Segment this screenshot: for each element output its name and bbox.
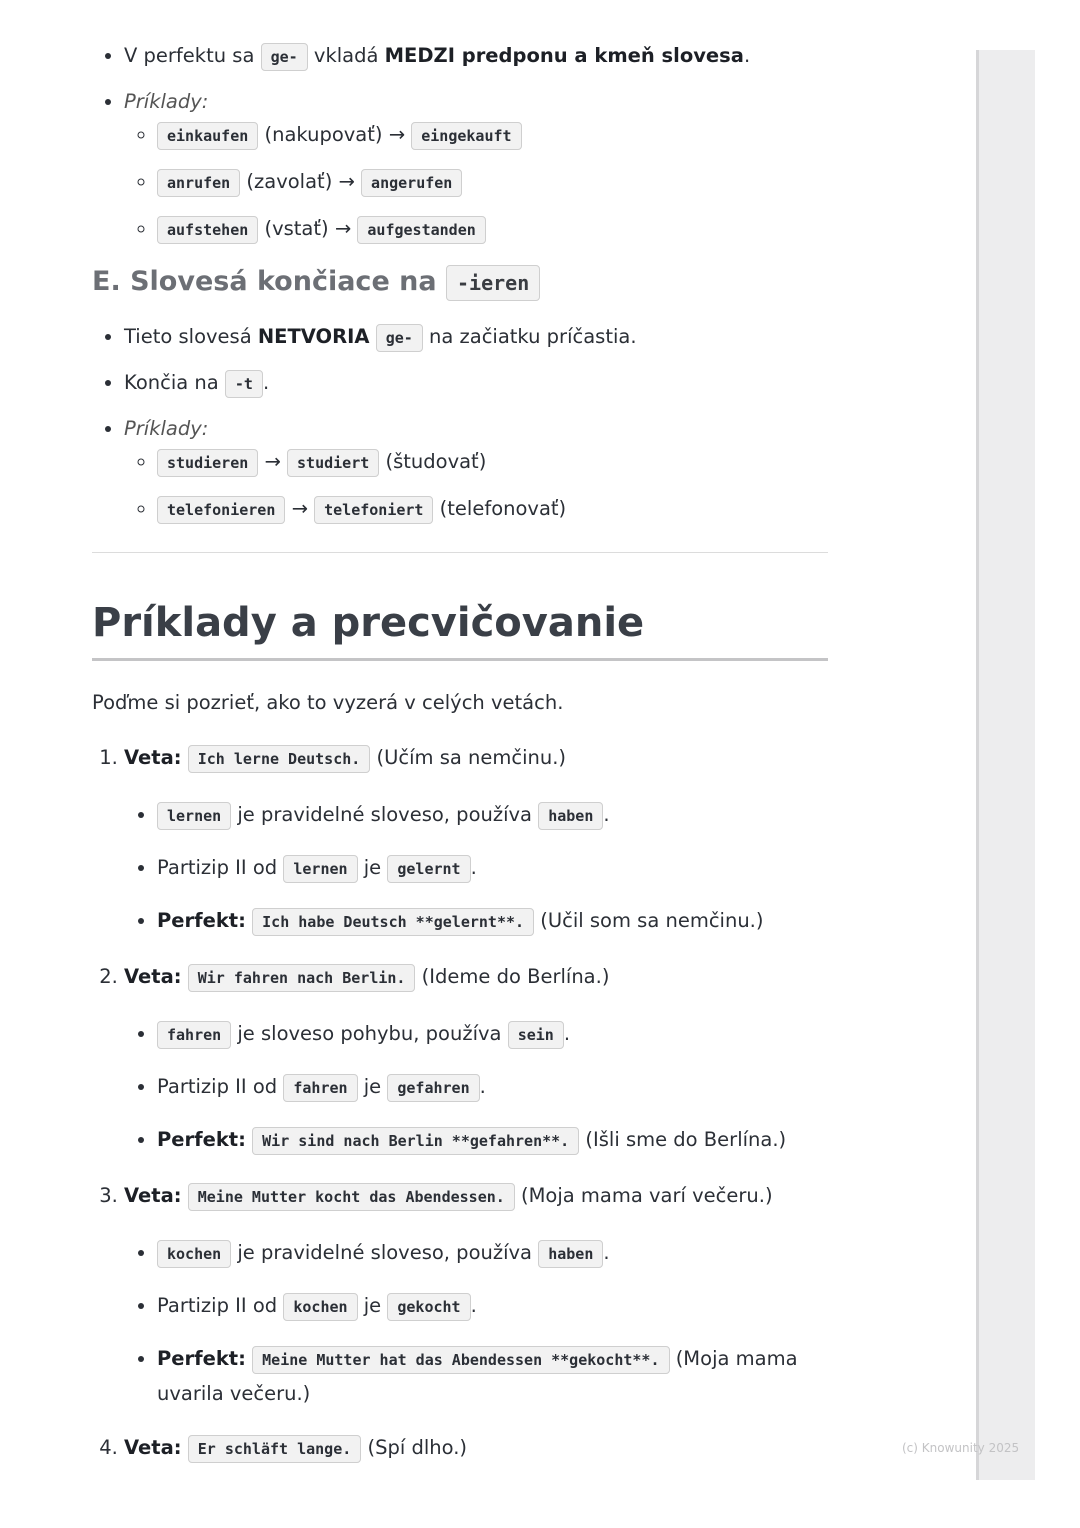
examples-item bbox=[124, 88, 828, 244]
text: . bbox=[470, 1294, 477, 1317]
participle-code: aufgestanden bbox=[357, 216, 485, 244]
veta-label: Veta: bbox=[124, 1184, 182, 1207]
text: Partizip II od bbox=[157, 856, 278, 879]
translation: (študovať) bbox=[385, 450, 487, 473]
perfekt-code: Wir sind nach Berlin **gefahren**. bbox=[252, 1127, 579, 1155]
intro-text: Poďme si pozrieť, ako to vyzerá v celých vetách. bbox=[92, 691, 564, 714]
examples-label: Príklady: bbox=[124, 90, 209, 113]
section-d-list bbox=[92, 42, 828, 244]
sentence-details bbox=[124, 1017, 828, 1158]
text: na začiatku príčastia. bbox=[429, 325, 637, 348]
participle-code: angerufen bbox=[361, 169, 462, 197]
sentence-item bbox=[124, 1434, 828, 1463]
bold-text: NETVORIA bbox=[257, 325, 370, 348]
example-item bbox=[157, 495, 828, 524]
translation: (Učil som sa nemčinu.) bbox=[540, 909, 764, 932]
partizip-line bbox=[157, 1289, 828, 1324]
code-ge: ge- bbox=[261, 43, 308, 71]
text: Partizip II od bbox=[157, 1294, 278, 1317]
perfekt-line bbox=[157, 1123, 828, 1158]
aux-code: haben bbox=[538, 1240, 603, 1268]
verb-type bbox=[157, 1236, 828, 1271]
veta-label: Veta: bbox=[124, 1436, 182, 1459]
code-t: -t bbox=[225, 370, 263, 398]
aux-code: sein bbox=[508, 1021, 564, 1049]
code-ieren: -ieren bbox=[446, 265, 540, 301]
translation: (Učím sa nemčinu.) bbox=[376, 746, 567, 769]
perfekt-label: Perfekt: bbox=[157, 909, 246, 932]
sentence-code: Meine Mutter kocht das Abendessen. bbox=[188, 1183, 515, 1211]
infinitive-code: telefonieren bbox=[157, 496, 285, 524]
participle-code: gefahren bbox=[387, 1074, 479, 1102]
veta-label: Veta: bbox=[124, 746, 182, 769]
translation: (Moja mama uvarila večeru.) bbox=[157, 1347, 798, 1405]
copyright-footer: (c) Knowunity 2025 bbox=[902, 1441, 1020, 1455]
sentence-item bbox=[124, 1182, 828, 1410]
verb-code: kochen bbox=[157, 1240, 231, 1268]
text: Tieto slovesá bbox=[124, 325, 252, 348]
infinitive-code: einkaufen bbox=[157, 122, 258, 150]
text: . bbox=[603, 803, 610, 826]
text: . bbox=[603, 1241, 610, 1264]
translation: (vstať) → bbox=[264, 217, 352, 240]
rule-text: V perfektu sa bbox=[124, 44, 255, 67]
text: . bbox=[470, 856, 477, 879]
divider bbox=[92, 552, 828, 553]
section-e-heading bbox=[92, 264, 828, 301]
code-ge: ge- bbox=[376, 324, 423, 352]
sentence-item bbox=[124, 744, 828, 939]
arrow: → bbox=[264, 450, 281, 473]
participle-code: studiert bbox=[287, 449, 379, 477]
verb-type-text: je pravidelné sloveso, používa bbox=[237, 1241, 532, 1264]
perfekt-line bbox=[157, 1342, 828, 1410]
sentence-details bbox=[124, 1236, 828, 1410]
verb-type-text: je pravidelné sloveso, používa bbox=[237, 803, 532, 826]
section-e-title: E. Slovesá končiace na bbox=[92, 266, 437, 297]
verb-code: lernen bbox=[283, 855, 357, 883]
examples-label: Príklady: bbox=[124, 417, 209, 440]
rule-bold: MEDZI predponu a kmeň slovesa bbox=[384, 44, 744, 67]
translation: (telefonovať) bbox=[439, 497, 567, 520]
veta-label: Veta: bbox=[124, 965, 182, 988]
aux-code: haben bbox=[538, 802, 603, 830]
example-item bbox=[157, 448, 828, 477]
participle-code: telefoniert bbox=[314, 496, 433, 524]
sentence-code: Er schläft lange. bbox=[188, 1435, 362, 1463]
text: je bbox=[363, 856, 382, 879]
verb-code: fahren bbox=[157, 1021, 231, 1049]
sentences-list bbox=[92, 744, 828, 1463]
text: . bbox=[262, 371, 270, 394]
perfekt-code: Meine Mutter hat das Abendessen **gekocht**. bbox=[252, 1346, 669, 1374]
perfekt-code: Ich habe Deutsch **gelernt**. bbox=[252, 908, 534, 936]
translation: (zavolať) → bbox=[246, 170, 355, 193]
translation: (Išli sme do Berlína.) bbox=[585, 1128, 787, 1151]
verb-type-text: je sloveso pohybu, používa bbox=[237, 1022, 502, 1045]
participle-code: eingekauft bbox=[411, 122, 521, 150]
verb-type bbox=[157, 1017, 828, 1052]
partizip-line bbox=[157, 851, 828, 886]
translation: (Moja mama varí večeru.) bbox=[520, 1184, 773, 1207]
sentence-code: Ich lerne Deutsch. bbox=[188, 745, 371, 773]
participle-code: gekocht bbox=[387, 1293, 470, 1321]
text: je bbox=[363, 1294, 382, 1317]
sentence-details bbox=[124, 798, 828, 939]
infinitive-code: aufstehen bbox=[157, 216, 258, 244]
perfekt-label: Perfekt: bbox=[157, 1347, 246, 1370]
partizip-line bbox=[157, 1070, 828, 1105]
rule-end: . bbox=[743, 44, 751, 67]
translation: (Ideme do Berlína.) bbox=[421, 965, 610, 988]
document-content bbox=[92, 42, 828, 1487]
verb-code: fahren bbox=[283, 1074, 357, 1102]
participle-code: gelernt bbox=[387, 855, 470, 883]
rule-item bbox=[124, 42, 828, 71]
section-title: Príklady a precvičovanie bbox=[92, 598, 828, 661]
translation: (Spí dlho.) bbox=[367, 1436, 467, 1459]
section-e-list bbox=[92, 323, 828, 524]
verb-type bbox=[157, 798, 828, 833]
verb-code: lernen bbox=[157, 802, 231, 830]
example-item bbox=[157, 168, 828, 197]
page-sidebar bbox=[976, 50, 1035, 1480]
text: . bbox=[563, 1022, 571, 1045]
translation: (nakupovať) → bbox=[264, 123, 406, 146]
text: . bbox=[479, 1075, 486, 1098]
infinitive-code: studieren bbox=[157, 449, 258, 477]
perfekt-label: Perfekt: bbox=[157, 1128, 246, 1151]
example-item bbox=[157, 215, 828, 244]
bullet-netvoria bbox=[124, 323, 828, 352]
sentence-item bbox=[124, 963, 828, 1158]
text: Končia na bbox=[124, 371, 219, 394]
verb-code: kochen bbox=[283, 1293, 357, 1321]
examples-list bbox=[124, 121, 828, 244]
bullet-koncia bbox=[124, 369, 828, 398]
perfekt-line bbox=[157, 904, 828, 939]
sentence-code: Wir fahren nach Berlin. bbox=[188, 964, 416, 992]
arrow: → bbox=[291, 497, 308, 520]
rule-text-mid: vkladá bbox=[313, 44, 379, 67]
text: Partizip II od bbox=[157, 1075, 278, 1098]
example-item bbox=[157, 121, 828, 150]
examples-list bbox=[124, 448, 828, 524]
examples-item bbox=[124, 415, 828, 524]
infinitive-code: anrufen bbox=[157, 169, 240, 197]
text: je bbox=[363, 1075, 382, 1098]
